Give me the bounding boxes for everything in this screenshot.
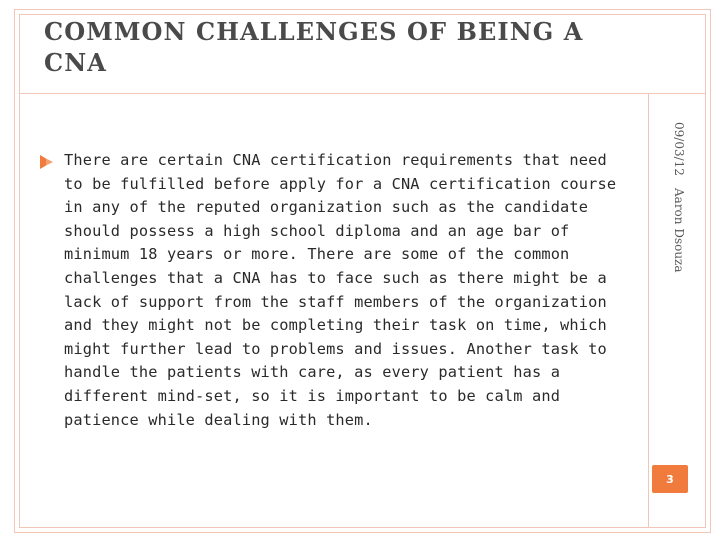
footer-author: Aaron Dsouza [672, 188, 686, 273]
bullet-text: There are certain CNA certification requirements that need to be fulfilled before apply for a CNA certification course in any of the reputed organization such as the candidate should possess a high school diploma and an age bar of minimum 18 years or more. There are some of the common challenges that a CNA has to face such as there might be a lack of support from the staff members of the organization and they might not be completing their task on time, which might further lead to problems and issues. Another task to handle the patients with care, as every patient has a different mind-set, so it is important to be calm and patience while dealing with them. [64, 151, 617, 429]
page-number: 3 [666, 472, 674, 486]
diamond-arrow-bullet-icon [40, 155, 53, 169]
page-number-badge [652, 465, 688, 493]
footer-date: 09/03/12 [672, 122, 686, 176]
sidebar-divider [648, 94, 649, 528]
title-divider [20, 93, 706, 94]
slide-title: COMMON CHALLENGES OF BEING A CNA [44, 17, 584, 77]
